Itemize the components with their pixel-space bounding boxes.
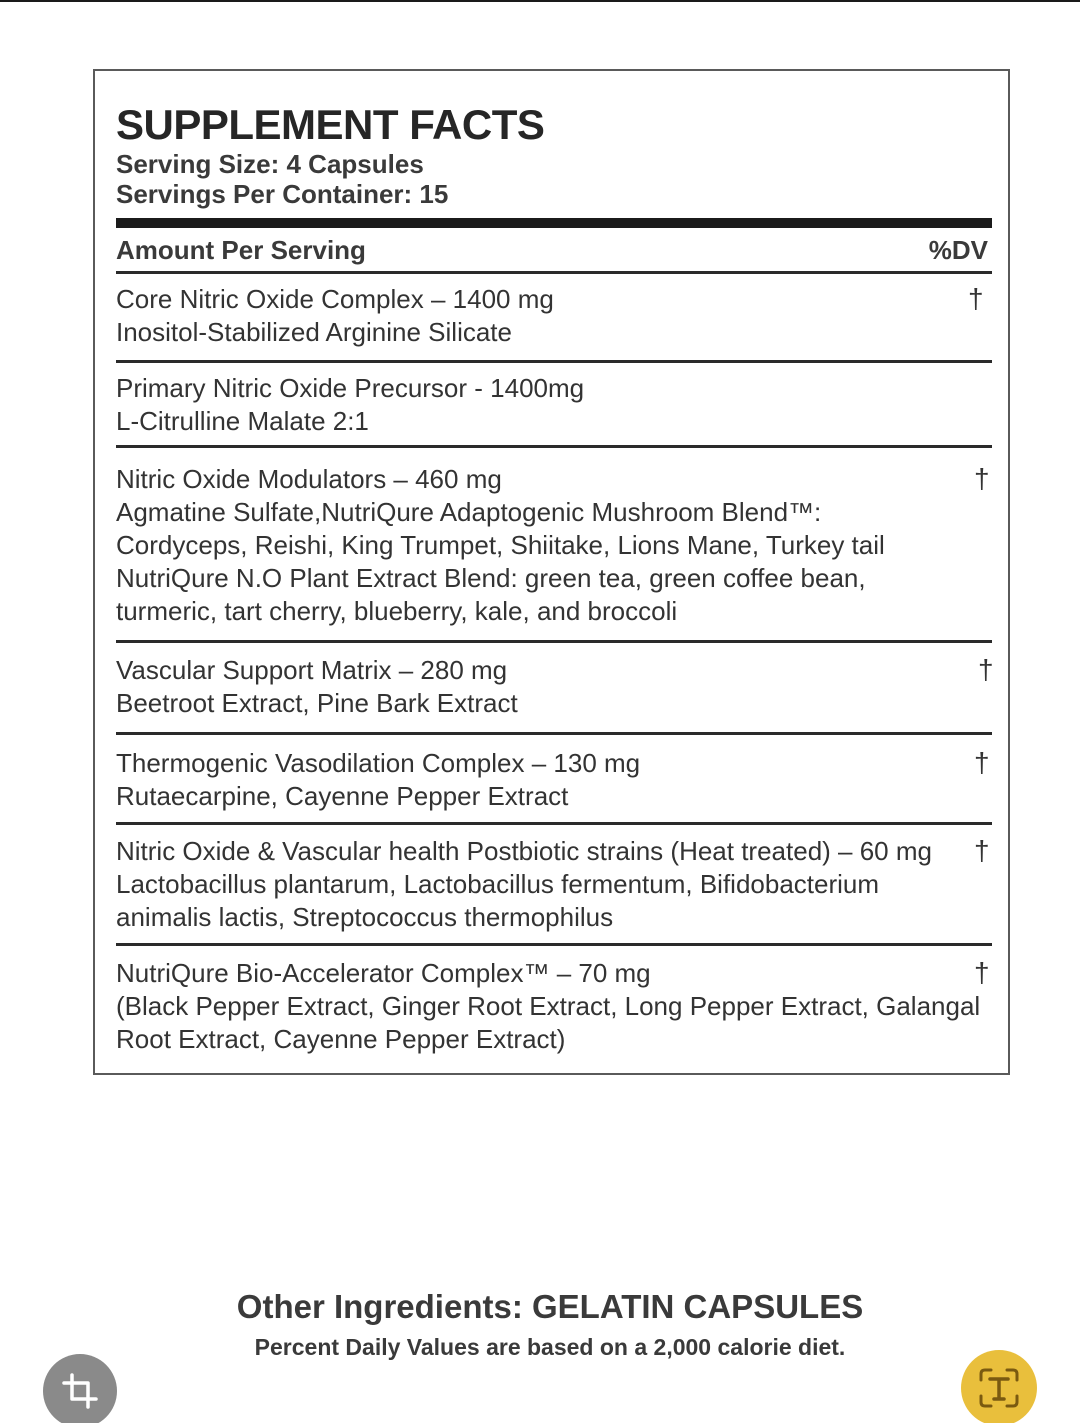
row-divider bbox=[116, 943, 992, 946]
ingredient-row bbox=[116, 372, 992, 438]
daily-value-note: Percent Daily Values are based on a 2,000 calorie diet. bbox=[254, 1334, 846, 1360]
dv-dagger: † bbox=[978, 654, 994, 685]
ingredient-detail: L-Citrulline Malate 2:1 bbox=[116, 406, 369, 436]
ingredient-heading: Core Nitric Oxide Complex – 1400 mg bbox=[116, 284, 554, 314]
crop-icon bbox=[60, 1371, 100, 1411]
serving-size: Serving Size: 4 Capsules bbox=[116, 149, 424, 179]
panel-title: SUPPLEMENT FACTS bbox=[116, 101, 545, 148]
ingredient-row bbox=[116, 654, 992, 720]
dv-dagger: † bbox=[974, 835, 990, 866]
dv-header: %DV bbox=[928, 234, 988, 265]
ingredient-row bbox=[116, 463, 992, 628]
translate-button[interactable] bbox=[961, 1350, 1037, 1423]
amount-per-serving-label: Amount Per Serving bbox=[116, 234, 366, 265]
supplement-facts-panel bbox=[93, 69, 1010, 1075]
row-divider bbox=[116, 732, 992, 735]
dv-dagger: † bbox=[974, 957, 990, 988]
ingredient-detail: Rutaecarpine, Cayenne Pepper Extract bbox=[116, 781, 569, 811]
ingredient-heading: Nitric Oxide & Vascular health Postbiotic strains (Heat treated) – 60 mg bbox=[116, 836, 932, 866]
servings-per-container: Servings Per Container: 15 bbox=[116, 179, 449, 209]
row-divider bbox=[116, 271, 992, 274]
dv-dagger: † bbox=[974, 463, 990, 494]
ingredient-row bbox=[116, 835, 992, 934]
ingredient-row bbox=[116, 283, 992, 349]
ingredient-heading: Vascular Support Matrix – 280 mg bbox=[116, 655, 508, 685]
thick-divider bbox=[116, 218, 992, 228]
dv-dagger: † bbox=[968, 283, 984, 314]
row-divider bbox=[116, 445, 992, 448]
translate-icon bbox=[975, 1364, 1023, 1412]
ingredient-heading: NutriQure Bio-Accelerator Complex™ – 70 mg bbox=[116, 958, 651, 988]
ingredient-detail: Agmatine Sulfate,NutriQure Adaptogenic Mushroom Blend™: Cordyceps, Reishi, King Trumpet, Shiitake, Lions Mane, Turkey tail NutriQure N.O Plant Extract Blend: green tea, green coffee bean, turmeric, tart cherry, blueberry, kale, and broccoli bbox=[116, 497, 885, 626]
ingredient-detail: Beetroot Extract, Pine Bark Extract bbox=[116, 688, 518, 718]
top-divider bbox=[0, 0, 1080, 2]
ingredient-heading: Thermogenic Vasodilation Complex – 130 mg bbox=[116, 748, 641, 778]
ingredient-heading: Nitric Oxide Modulators – 460 mg bbox=[116, 464, 502, 494]
ingredient-heading: Primary Nitric Oxide Precursor - 1400mg bbox=[116, 373, 585, 403]
crop-button[interactable] bbox=[43, 1354, 117, 1423]
ingredient-detail: Inositol-Stabilized Arginine Silicate bbox=[116, 317, 512, 347]
other-ingredients: Other Ingredients: GELATIN CAPSULES bbox=[236, 1288, 864, 1325]
dv-dagger: † bbox=[974, 747, 990, 778]
ingredient-detail: Lactobacillus plantarum, Lactobacillus fermentum, Bifidobacterium animalis lactis, Streptococcus thermophilus bbox=[116, 869, 880, 932]
ingredient-row bbox=[116, 957, 992, 1056]
row-divider bbox=[116, 360, 992, 363]
ingredient-row bbox=[116, 747, 992, 813]
amount-per-serving-row bbox=[116, 232, 988, 268]
row-divider bbox=[116, 822, 992, 825]
row-divider bbox=[116, 640, 992, 643]
ingredient-detail: (Black Pepper Extract, Ginger Root Extract, Long Pepper Extract, Galangal Root Extract, Cayenne Pepper Extract) bbox=[116, 991, 981, 1054]
